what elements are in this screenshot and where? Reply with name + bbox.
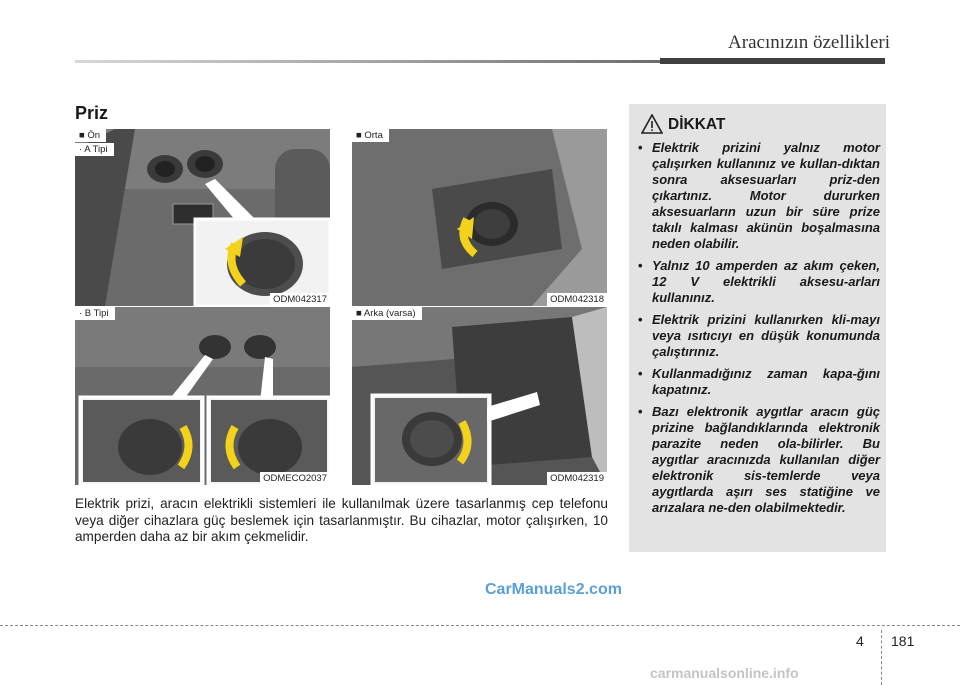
figure-code: ODMECO2037: [260, 472, 330, 485]
footer-mark: carmanualsonline.info: [650, 665, 799, 681]
warning-item: • Bazı elektronik aygıtlar aracın güç prizine bağlandıklarında elektronik parazite neden ola-bilirler. Bu aygıtlar aracınızda kullanılan diğer elektronik sis-temlerde veya aygıtlarda aşırı ses statiğine ve arızalara ne-den olabilmektedir.: [638, 404, 880, 515]
footer-page-number: 181: [891, 633, 915, 649]
figure-tag: ■ Ön: [75, 129, 106, 142]
middle-console-photo: [352, 129, 607, 306]
figure-rear: [352, 307, 607, 485]
type-b-console-photo: [75, 307, 330, 485]
figure-middle: [352, 129, 607, 306]
section-title: Priz: [75, 103, 109, 123]
warning-box: [629, 104, 886, 552]
warning-item: • Elektrik prizini kullanırken kli-mayı veya ısıtıcıyı en düşük konumunda çalıştırınız.: [638, 312, 880, 359]
warning-item: • Kullanmadığınız zaman kapa-ğını kapatınız.: [638, 366, 880, 397]
watermark: CarManuals2.com: [485, 581, 622, 598]
body-paragraph: Elektrik prizi, aracın elektrikli sistemleri ile kullanılmak üzere tasarlanmış cep telefonu veya diğer cihazlara güç beslemek için tasarlanmıştır. Bu cihazlar, motor çalışırken, 10 amperden daha az bir akım çekmelidir.: [75, 496, 608, 544]
header-rule-accent: [660, 58, 885, 64]
figure-code: ODM042318: [547, 293, 607, 306]
figure-tag: · A Tipi: [75, 143, 114, 156]
warning-title: DİKKAT: [668, 116, 726, 133]
header-title: Aracınızın özellikleri: [728, 32, 890, 53]
warning-item: • Elektrik prizini yalnız motor çalışırken kullanınız ve kullan-dıktan sonra aksesuarları priz-den çıkartınız. Motor dururken aksesuarların uzun bir süre prize takılı kalması akünün boşalmasına neden olabilir.: [638, 140, 880, 251]
warning-list: [638, 140, 880, 522]
figure-front-type-a: [75, 129, 330, 306]
rear-cargo-photo: [352, 307, 607, 485]
figure-tag: · B Tipi: [75, 307, 115, 320]
figure-type-b: [75, 307, 330, 485]
footer-separator: [881, 630, 883, 685]
footer-section-number: 4: [856, 633, 864, 649]
warning-triangle-icon: [641, 114, 663, 134]
figure-tag: ■ Arka (varsa): [352, 307, 422, 320]
figure-code: ODM042319: [547, 472, 607, 485]
figure-code: ODM042317: [270, 293, 330, 306]
footer-rule: [0, 625, 960, 626]
warning-item: • Yalnız 10 amperden az akım çeken, 12 V elektrikli aksesu-arları kullanınız.: [638, 258, 880, 305]
figure-tag: ■ Orta: [352, 129, 389, 142]
